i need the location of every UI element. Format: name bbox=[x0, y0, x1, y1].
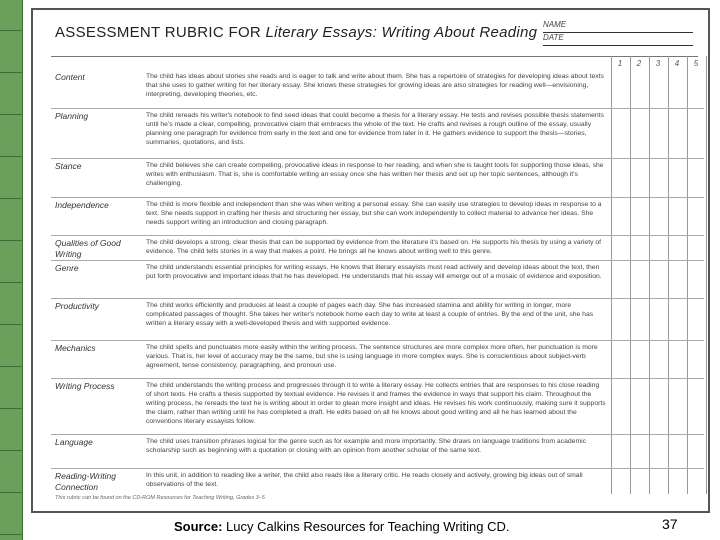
rubric-row bbox=[51, 70, 611, 108]
scale-row-line bbox=[611, 468, 704, 469]
rubric-row bbox=[51, 434, 611, 469]
binder-tick bbox=[0, 450, 22, 451]
scale-column-line bbox=[611, 56, 612, 494]
binder-tick bbox=[0, 492, 22, 493]
row-description: The child believes she can create compelling, provocative ideas in response to her reading, and when she is taught tools for supporting those ideas, she writes with enthusiasm. That is, she is comfortable writing an essay once she has written her thesis and set up her topic sentences, although it's challenging. bbox=[146, 162, 604, 187]
title-main: ASSESSMENT RUBRIC FOR bbox=[55, 24, 262, 41]
rubric-row bbox=[51, 197, 611, 236]
binder-tick bbox=[0, 72, 22, 73]
row-description: The child is more flexible and independent than she was when writing a personal essay. She can easily use strategies to develop ideas in response to a text. She needs support in crafting her thesis and structuring her essay, but she can work independently to collect material to advance her ideas. She needs support writing an introduction and closing paragraph. bbox=[146, 201, 602, 226]
scale-row-line bbox=[611, 108, 704, 109]
date-field bbox=[543, 33, 693, 46]
binder-tick bbox=[0, 30, 22, 31]
rubric-row bbox=[51, 108, 611, 159]
row-description: The child works efficiently and produces at least a couple of pages each day. She has increased stamina and ability for writing in longer, more complicated passages of thought. She takes her writer's notebook home each day to write at least a couple of entries. By the end of the unit, she has written a literary essay with a well-developed thesis and with supported evidence. bbox=[146, 302, 594, 327]
date-label: DATE bbox=[543, 33, 564, 42]
binder-tick bbox=[0, 198, 22, 199]
binder-tick bbox=[0, 534, 22, 535]
row-description: The child uses transition phrases logical for the genre such as for example and more importantly. She draws on language traditions from academic scholarship such as beginning with a quotation or closing with an opinion from another scholar of the same text. bbox=[146, 438, 587, 454]
binder-strip bbox=[0, 0, 23, 540]
rubric-document bbox=[31, 8, 710, 513]
scale-row-line bbox=[611, 378, 704, 379]
binder-tick bbox=[0, 240, 22, 241]
scale-header: 5 bbox=[693, 59, 699, 68]
scale-header: 3 bbox=[655, 59, 661, 68]
scale-column-line bbox=[668, 56, 669, 494]
scale-row-line bbox=[611, 235, 704, 236]
binder-tick bbox=[0, 156, 22, 157]
row-description: The child rereads his writer's notebook to find seed ideas that could become a thesis for a literary essay. He tests and revises possible thesis statements until he's made a clear, compelling, provocative claim that embraces the whole of the text. He crafts and revises a rough outline of the essay, usually planning one paragraph for evidence from early in the text and one for evidence from later in it. He gathers evidence to support the thesis—stories, summaries, quotations, and lists. bbox=[146, 112, 604, 146]
scale-column-line bbox=[706, 56, 707, 494]
row-label: Stance bbox=[55, 161, 82, 171]
source-caption bbox=[174, 519, 510, 534]
row-description: The child spells and punctuates more easily within the writing process. The sentence structures are more complex more often, her punctuation is more various. That is, her level of accuracy may be the same, but she is using language in more complex ways. She is conscientious about subject-verb agreement, tense consistency, paragraphing, and pronoun use. bbox=[146, 344, 598, 369]
row-description: The child develops a strong, clear thesis that can be supported by evidence from the literature it's based on. He supports his thesis by using a variety of evidence. The child tells stories in a way that makes a point. He brings all he knows about writing well to this genre. bbox=[146, 239, 602, 255]
scale-header: 1 bbox=[617, 59, 623, 68]
rubric-row bbox=[51, 235, 611, 261]
rubric-row bbox=[51, 468, 611, 495]
page-number: 37 bbox=[662, 516, 678, 532]
document-title bbox=[55, 24, 537, 41]
scale-column-line bbox=[630, 56, 631, 494]
binder-tick bbox=[0, 282, 22, 283]
scale-row-line bbox=[611, 158, 704, 159]
scale-header: 2 bbox=[636, 59, 642, 68]
scale-row-line bbox=[611, 340, 704, 341]
row-description: The child understands the writing process and progresses through it to write a literary essay. He collects entries that are responses to his close reading of short texts. He crafts a thesis supported by textual evidence. He revises it and frames the evidence in ways that support his claim. Throughout the writing process, he rereads the text he is writing about in order to glean more insight and ideas. He revises his work continuously, making sure it supports the claim, rather than writing until he has completed a draft. He edits based on all he knows about good writing and all he has learned about the conventions literary essayists follow. bbox=[146, 382, 606, 425]
row-label: Content bbox=[55, 72, 85, 82]
row-label: Mechanics bbox=[55, 343, 96, 353]
source-label: Source: bbox=[174, 519, 223, 534]
scale-row-line bbox=[611, 260, 704, 261]
scale-column-line bbox=[649, 56, 650, 494]
row-description: The child has ideas about stories she reads and is eager to talk and write about them. She has a repertoire of strategies for developing ideas about texts that she uses to gather writing for her literary essay. She knows these strategies for growing ideas are also strategies for reading well—envisioning, interpreting, developing theories, etc. bbox=[146, 73, 604, 98]
row-description: In this unit, in addition to reading like a writer, the child also reads like a literary critic. He reads closely and actively, growing big ideas out of small observations of the text. bbox=[146, 472, 583, 488]
scale-row-line bbox=[611, 298, 704, 299]
rubric-row bbox=[51, 340, 611, 379]
row-label: Reading-Writing Connection bbox=[55, 471, 116, 492]
scale-row-line bbox=[611, 434, 704, 435]
name-field bbox=[543, 20, 693, 33]
row-label: Planning bbox=[55, 111, 89, 121]
rubric-row bbox=[51, 158, 611, 198]
rubric-row bbox=[51, 260, 611, 299]
scale-column-line bbox=[687, 56, 688, 494]
scale-row-line bbox=[611, 197, 704, 198]
rubric-row bbox=[51, 378, 611, 435]
row-label: Genre bbox=[55, 263, 79, 273]
binder-tick bbox=[0, 114, 22, 115]
footnote: This rubric can be found on the CD-ROM Resources for Teaching Writing, Grades 3–5 bbox=[55, 495, 265, 501]
name-label: NAME bbox=[543, 20, 567, 29]
scale-header: 4 bbox=[674, 59, 680, 68]
row-label: Productivity bbox=[55, 301, 99, 311]
header-rule bbox=[51, 56, 698, 57]
row-label: Qualities of Good Writing bbox=[55, 238, 121, 259]
title-sub: Literary Essays: Writing About Reading bbox=[265, 24, 538, 41]
binder-tick bbox=[0, 408, 22, 409]
row-label: Writing Process bbox=[55, 381, 115, 391]
binder-tick bbox=[0, 324, 22, 325]
source-text: Lucy Calkins Resources for Teaching Writing CD. bbox=[226, 519, 510, 534]
name-date-box bbox=[543, 20, 693, 46]
row-label: Independence bbox=[55, 200, 109, 210]
rubric-row bbox=[51, 298, 611, 341]
binder-tick bbox=[0, 366, 22, 367]
row-description: The child understands essential principles for writing essays. He knows that literary essayists must read actively and develop ideas about the text, then put forth provocative and important ideas that he has developed. He understands that his essay will emerge out of a mosaic of evidence and exposition. bbox=[146, 264, 602, 280]
row-label: Language bbox=[55, 437, 93, 447]
